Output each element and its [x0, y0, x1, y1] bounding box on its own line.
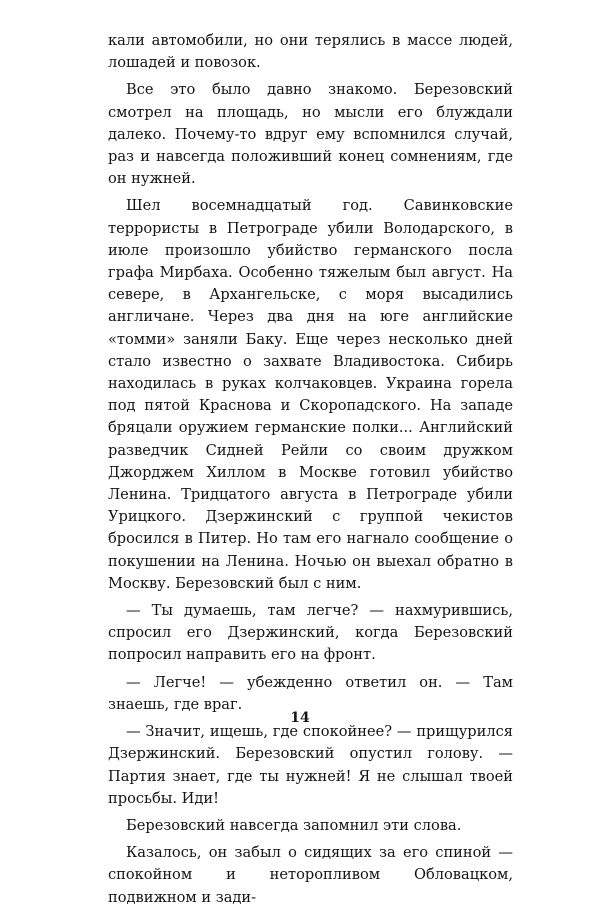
dialogue-paragraph: — Ты думаешь, там легче? — нахмурившись, спросил его Дзержинский, когда Березовский попросил направить его на фронт. — [108, 602, 513, 664]
paragraph: Березовский навсегда запомнил эти слова. — [126, 816, 462, 834]
paragraph: Все это было давно знакомо. Березовский смотрел на площадь, но мысли его блуждали далеко. Почему-то вдруг ему вспомнился случай, раз и навсегда положивший конец сомнениям, где он нужней. — [108, 81, 513, 188]
dialogue-paragraph: — Легче! — убежденно ответил он. — Там знаешь, где враг. — [108, 673, 513, 713]
page-number: 14 — [290, 710, 310, 726]
body-text — [108, 30, 513, 909]
paragraph-continued: кали автомобили, но они терялись в массе людей, лошадей и повозок. — [108, 32, 513, 72]
dialogue-paragraph: — Значит, ищешь, где спокойнее? — прищурился Дзержинский. Березовский опустил голову. — Партия знает, где ты нужней! Я не слышал твоей просьбы. Иди! — [108, 723, 513, 807]
paragraph: Казалось, он забыл о сидящих за его спиной — спокойном и неторопливом Обловацком, подвижном и зади- — [108, 844, 513, 906]
paragraph: Шел восемнадцатый год. Савинковские террористы в Петрограде убили Володарского, в июле произошло убийство германского посла графа Мирбаха. Особенно тяжелым был август. На севере, в Архангельске, с моря высадились англичане. Через два дня на юге английские «томми» заняли Баку. Еще через несколько дней стало известно о захвате Владивостока. Сибирь находилась в руках колчаковцев. Украина горела под пятой Краснова и Скоропадского. На западе бряцали оружием германские полки... Английский разведчик Сидней Рейли со своим дружком Джорджем Хиллом в Москве готовил убийство Ленина. Тридцатого августа в Петрограде убили Урицкого. Дзержинский с группой чекистов бросился в Питер. Но там его нагнало сообщение о покушении на Ленина. Ночью он выехал обратно в Москву. Березовский был с ним. — [108, 197, 513, 592]
